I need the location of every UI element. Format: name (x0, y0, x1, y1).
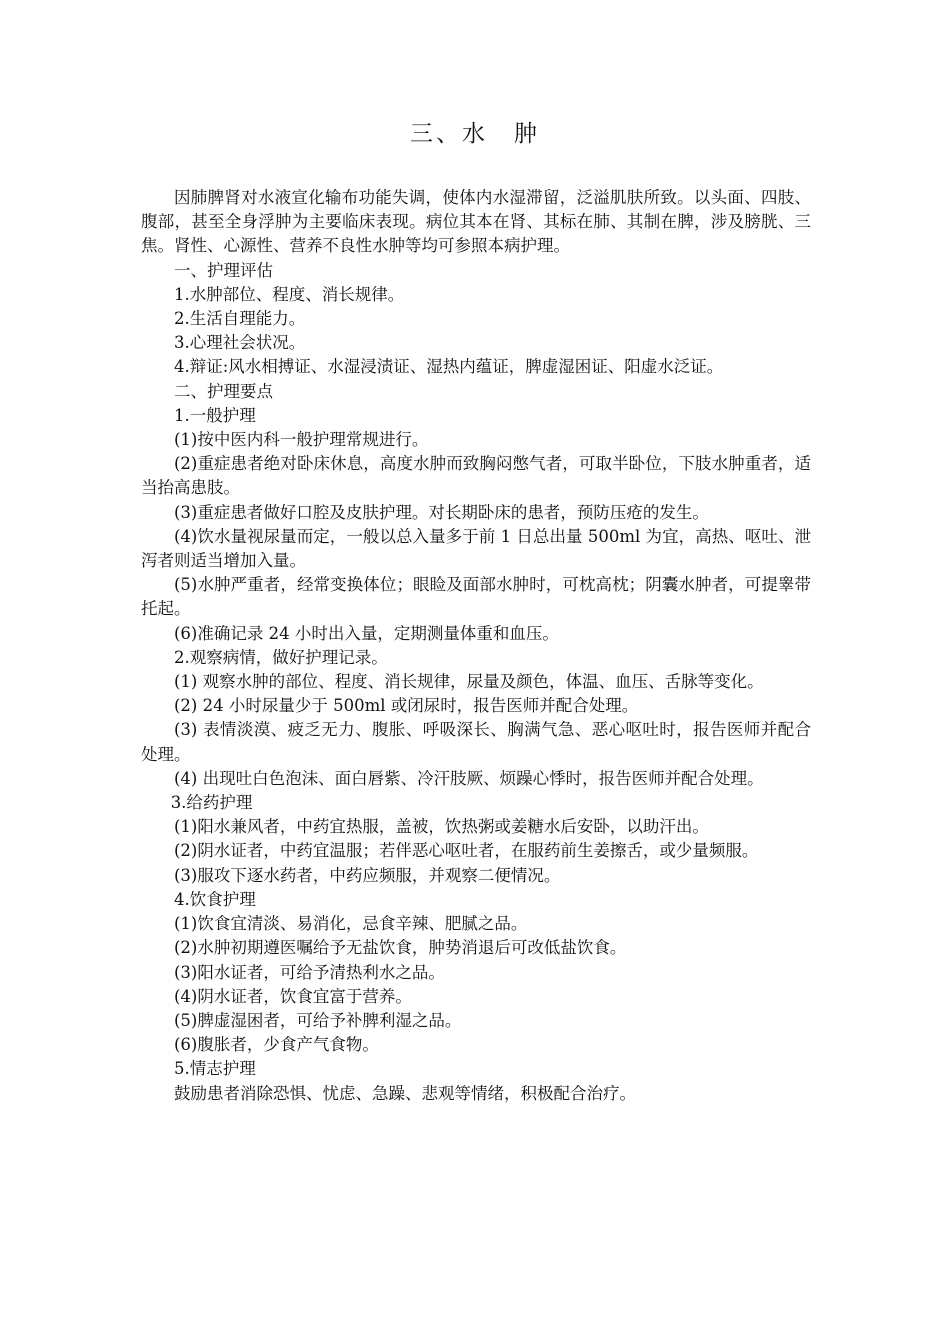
list-item: (5)脾虚湿困者，可给予补脾利湿之品。 (174, 1010, 462, 1030)
section-heading-assessment: 一、护理评估 (174, 260, 273, 280)
subsection-heading: 2.观察病情，做好护理记录。 (174, 647, 388, 667)
subsection-heading: 1.一般护理 (174, 405, 256, 425)
list-item: (1) 观察水肿的部位、程度、消长规律，尿量及颜色，体温、血压、舌脉等变化。 (174, 672, 764, 692)
list-item: (4) 出现吐白色泡沫、面白唇紫、冷汗肢厥、烦躁心悸时，报告医师并配合处理。 (174, 768, 764, 788)
list-item: (4)饮水量视尿量而定，一般以总入量多于前 1 日总出量 500ml 为宜，高热、呕吐、泄泻者则适当增加入量。 (141, 526, 811, 571)
list-item: (3)阳水证者，可给予清热利水之品。 (174, 962, 445, 982)
list-item: (1)阳水兼风者，中药宜热服，盖被，饮热粥或姜糖水后安卧，以助汗出。 (174, 817, 709, 837)
list-item: (4)阴水证者，饮食宜富于营养。 (174, 986, 412, 1006)
assessment-item: 3.心理社会状况。 (174, 333, 306, 353)
page-title: 三、水 肿 (410, 121, 540, 147)
document-body (141, 186, 811, 1106)
assessment-item: 4.辩证:风水相搏证、水湿浸渍证、湿热内蕴证，脾虚湿困证、阳虚水泛证。 (174, 357, 724, 377)
list-item: (6)腹胀者，少食产气食物。 (174, 1035, 379, 1055)
list-item: (3) 表情淡漠、疲乏无力、腹胀、呼吸深长、胸满气急、恶心呕吐时，报告医师并配合处理。 (141, 720, 811, 764)
list-item: (2) 24 小时尿量少于 500ml 或闭尿时，报告医师并配合处理。 (174, 696, 639, 716)
subsection-heading: 3.给药护理 (170, 793, 253, 813)
list-item: (2)阴水证者，中药宜温服；若伴恶心呕吐者，在服药前生姜擦舌，或少量频服。 (174, 841, 759, 861)
assessment-item: 1.水肿部位、程度、消长规律。 (174, 284, 405, 304)
assessment-item: 2.生活自理能力。 (174, 309, 306, 329)
section-heading-nursing-points: 二、护理要点 (174, 381, 273, 401)
list-item: (3)服攻下逐水药者，中药应频服，并观察二便情况。 (174, 865, 561, 885)
list-item: (1)按中医内科一般护理常规进行。 (174, 430, 429, 450)
list-item: (3)重症患者做好口腔及皮肤护理。对长期卧床的患者，预防压疮的发生。 (174, 502, 709, 522)
list-item: (1)饮食宜清淡、易消化，忌食辛辣、肥腻之品。 (174, 914, 528, 934)
list-item: (5)水肿严重者，经常变换体位；眼睑及面部水肿时，可枕高枕；阴囊水肿者，可提睾带托起。 (141, 575, 811, 619)
intro-paragraph: 因肺脾肾对水液宣化输布功能失调，使体内水湿滞留，泛溢肌肤所致。以头面、四肢、腹部，甚至全身浮肿为主要临床表现。病位其本在肾、其标在肺、其制在脾，涉及膀胱、三焦。肾性、心源性、营养不良性水肿等均可参照本病护理。 (141, 188, 811, 256)
closing-paragraph: 鼓励患者消除恐惧、忧虑、急躁、悲观等情绪，积极配合治疗。 (174, 1083, 636, 1103)
list-item: (6)准确记录 24 小时出入量，定期测量体重和血压。 (174, 623, 559, 643)
subsection-heading: 4.饮食护理 (174, 889, 256, 909)
list-item: (2)水肿初期遵医嘱给予无盐饮食，肿势消退后可改低盐饮食。 (174, 938, 627, 958)
list-item: (2)重症患者绝对卧床休息，高度水肿而致胸闷憋气者，可取半卧位，下肢水肿重者，适当抬高患肢。 (141, 454, 811, 498)
subsection-heading: 5.情志护理 (174, 1059, 256, 1079)
